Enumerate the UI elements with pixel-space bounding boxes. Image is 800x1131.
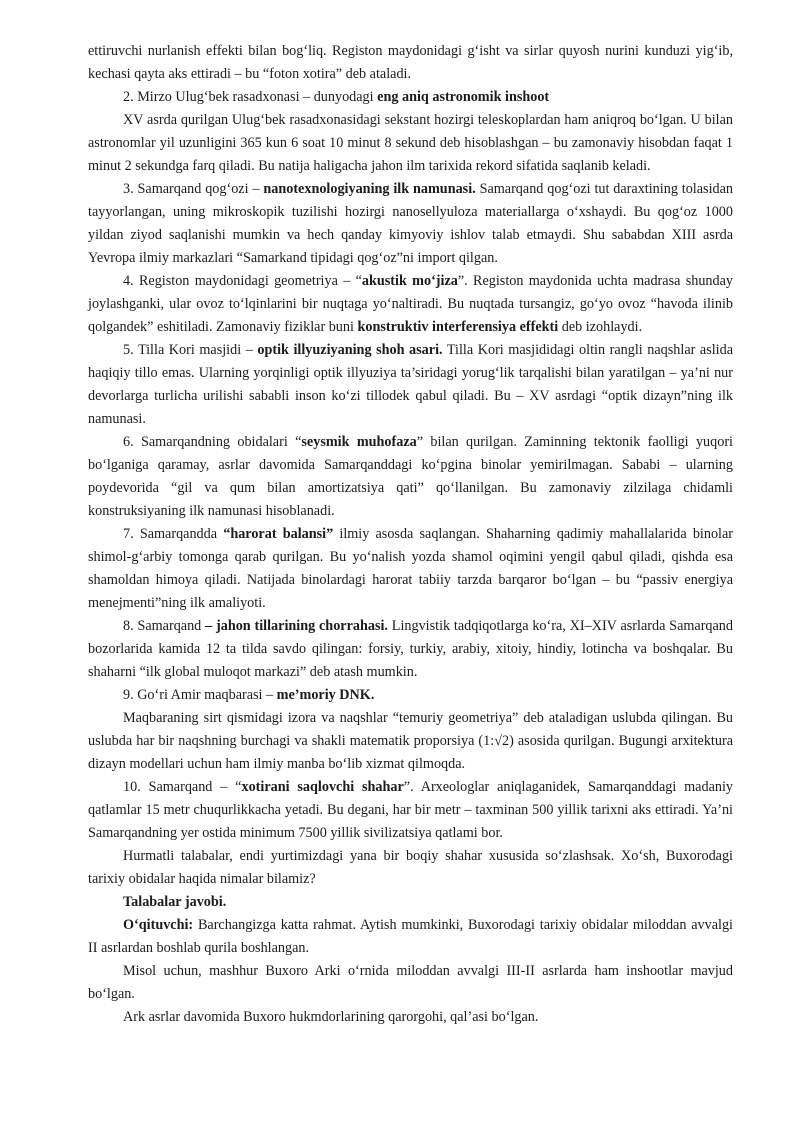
bold-text: konstruktiv interferensiya effekti bbox=[357, 319, 559, 335]
text-run: Samarqand qog‘ozi tut daraxtining tolasidan tayyorlangan, uning mikroskopik tuzilishi hozirgi nanosellyuloza materiallarga o‘xshaydi. Bu qog‘oz 1000 yildan ziyod saqlanishi mumkin va hech qanday kimyoviy ishlov talab etmaydi. Shu sababdan XIII asrda Yevropa ilmiy markazlari “Samarkand tipidagi qog‘oz”ni import qilgan. bbox=[88, 181, 733, 266]
paragraph bbox=[88, 178, 733, 270]
paragraph bbox=[88, 109, 733, 178]
text-run: ettiruvchi nurlanish effekti bilan bog‘liq. Registon maydonidagi g‘isht va sirlar quyosh nurini kunduzi yig‘ib, kechasi qayta aks ettiradi – bu “foton xotira” deb ataladi. bbox=[88, 43, 733, 82]
text-run: ” bilan qurilgan. Zaminning tektonik faolligi yuqori bo‘lganiga qaramay, asrlar davomida Samarqanddagi ko‘pgina binolar yemirilmagan. Sababi – ularning poydevorida “gil va qum bilan amortizatsiya qati” qo‘llanilgan. Bu zamonaviy zilzilaga chidamli konstruksiyaning ilk namunasi hisoblanadi. bbox=[88, 434, 733, 519]
paragraph bbox=[88, 776, 733, 845]
bold-text: – jahon tillarining chorrahasi. bbox=[205, 618, 388, 634]
text-run: 6. Samarqandning obidalari “ bbox=[123, 434, 302, 450]
paragraph bbox=[88, 845, 733, 891]
bold-text: me’moriy DNK. bbox=[276, 687, 375, 703]
paragraph bbox=[88, 707, 733, 776]
bold-text: akustik mo‘jiza bbox=[361, 273, 458, 289]
text-run: 9. Go‘ri Amir maqbarasi – bbox=[123, 687, 277, 703]
paragraph bbox=[88, 86, 733, 109]
paragraph bbox=[88, 960, 733, 1006]
text-run: Maqbaraning sirt qismidagi izora va naqshlar “temuriy geometriya” deb ataladigan uslubda qilingan. Bu uslubda har bir naqshning burchagi va shakli matematik proporsiya (1:√2) asosida qurilgan. Bugungi arxitektura dizayn modellari uchun ham ilmiy manba bo‘lib xizmat qilmoqda. bbox=[88, 710, 733, 772]
text-run: ilmiy asosda saqlangan. Shaharning qadimiy mahallalarida binolar shimol-g‘arbiy tomonga qarab qurilgan. Bu yo‘nalish yozda shamol oqimini yengil qabul qiladi, qishda esa shamoldan himoya qiladi. Natijada binolardagi harorat tabiiy tarzda barqaror bo‘lgan – bu “passiv energiya menejmenti”ning ilk amaliyoti. bbox=[88, 526, 734, 611]
bold-text: optik illyuziyaning shoh asari. bbox=[257, 342, 443, 358]
bold-text: eng aniq astronomik inshoot bbox=[377, 89, 550, 105]
text-run: Tilla Kori masjididagi oltin rangli naqshlar aslida haqiqiy tillo emas. Ularning yorqinligi optik illyuziya ta’siridagi yorug‘lik tarqalishi bilan yaratilgan – ya’ni nur devorlarga turlicha urilishi sababli inson ko‘zi tillodek qabul qiladi. Bu – XV asrdagi “optik dizayn”ning ilk namunasi. bbox=[88, 342, 734, 427]
text-run: ”. Arxeologlar aniqlaganidek, Samarqanddagi madaniy qatlamlar 15 metr chuqurlikkacha yetadi. Bu degani, har bir metr – taxminan 500 yillik tarixni aks ettiradi. Ya’ni Samarqandning yer ostida minimum 7500 yillik sivilizatsiya qatlami bor. bbox=[88, 779, 733, 841]
text-run: Misol uchun, mashhur Buxoro Arki o‘rnida miloddan avvalgi III-II asrlarda ham inshootlar mavjud bo‘lgan. bbox=[88, 963, 733, 1002]
paragraph bbox=[88, 339, 733, 431]
text-run: 3. Samarqand qog‘ozi – bbox=[123, 181, 264, 197]
paragraph bbox=[88, 40, 733, 86]
text-run: ”. Registon maydonida uchta madrasa shunday joylashganki, ular ovoz to‘lqinlarini bir nuqtaga yo‘naltiradi. Bu nuqtada tursangiz, go‘yo ovoz “havoda ilinib qolgandek” eshitiladi. Zamonaviy fiziklar buni bbox=[88, 273, 733, 335]
bold-text: nanotexnologiyaning ilk namunasi. bbox=[263, 181, 476, 197]
text-run: 7. Samarqandda bbox=[123, 526, 224, 542]
text-run: Ark asrlar davomida Buxoro hukmdorlarining qarorgohi, qal’asi bo‘lgan. bbox=[123, 1009, 539, 1025]
paragraph bbox=[88, 891, 733, 914]
paragraph bbox=[88, 270, 733, 339]
text-run: 10. Samarqand – “ bbox=[123, 779, 242, 795]
text-run: 5. Tilla Kori masjidi – bbox=[123, 342, 258, 358]
bold-text: seysmik muhofaza bbox=[301, 434, 417, 450]
bold-text: Talabalar javobi. bbox=[123, 894, 227, 910]
bold-text: “harorat balansi” bbox=[223, 526, 334, 542]
paragraph bbox=[88, 431, 733, 523]
paragraph bbox=[88, 684, 733, 707]
paragraph bbox=[88, 615, 733, 684]
text-run: 2. Mirzo Ulug‘bek rasadxonasi – dunyodagi bbox=[123, 89, 378, 105]
text-run: 4. Registon maydonidagi geometriya – “ bbox=[123, 273, 362, 289]
paragraph bbox=[88, 523, 733, 615]
paragraph bbox=[88, 914, 733, 960]
bold-text: xotirani saqlovchi shahar bbox=[241, 779, 404, 795]
text-run: 8. Samarqand bbox=[123, 618, 206, 634]
text-run: Lingvistik tadqiqotlarga ko‘ra, XI–XIV asrlarda Samarqand bozorlarida kamida 12 ta tilda savdo qilingan: forsiy, turkiy, arabiy, xitoiy, hindiy, lotincha va boshqalar. Bu shaharni “ilk global muloqot markazi” deb atash mumkin. bbox=[88, 618, 733, 680]
bold-text: O‘qituvchi: bbox=[123, 917, 194, 933]
text-run: deb izohlaydi. bbox=[558, 319, 643, 335]
text-run: Barchangizga katta rahmat. Aytish mumkinki, Buxorodagi tarixiy obidalar miloddan avvalgi II asrlardan boshlab qurila boshlangan. bbox=[88, 917, 733, 956]
paragraph bbox=[88, 1006, 733, 1029]
text-run: XV asrda qurilgan Ulug‘bek rasadxonasidagi sekstant hozirgi teleskoplardan ham aniqroq bo‘lgan. U bilan astronomlar yil uzunligini 365 kun 6 soat 10 minut 8 sekund deb hisoblashgan – bu zamonaviy hisobdan faqat 1 minut 2 sekundga farq qiladi. Bu natija haligacha jahon ilm tarixida rekord sifatida saqlanib keladi. bbox=[88, 112, 733, 174]
text-run: Hurmatli talabalar, endi yurtimizdagi yana bir boqiy shahar xususida so‘zlashsak. Xo‘sh, Buxorodagi tarixiy obidalar haqida nimalar bilamiz? bbox=[88, 848, 733, 887]
